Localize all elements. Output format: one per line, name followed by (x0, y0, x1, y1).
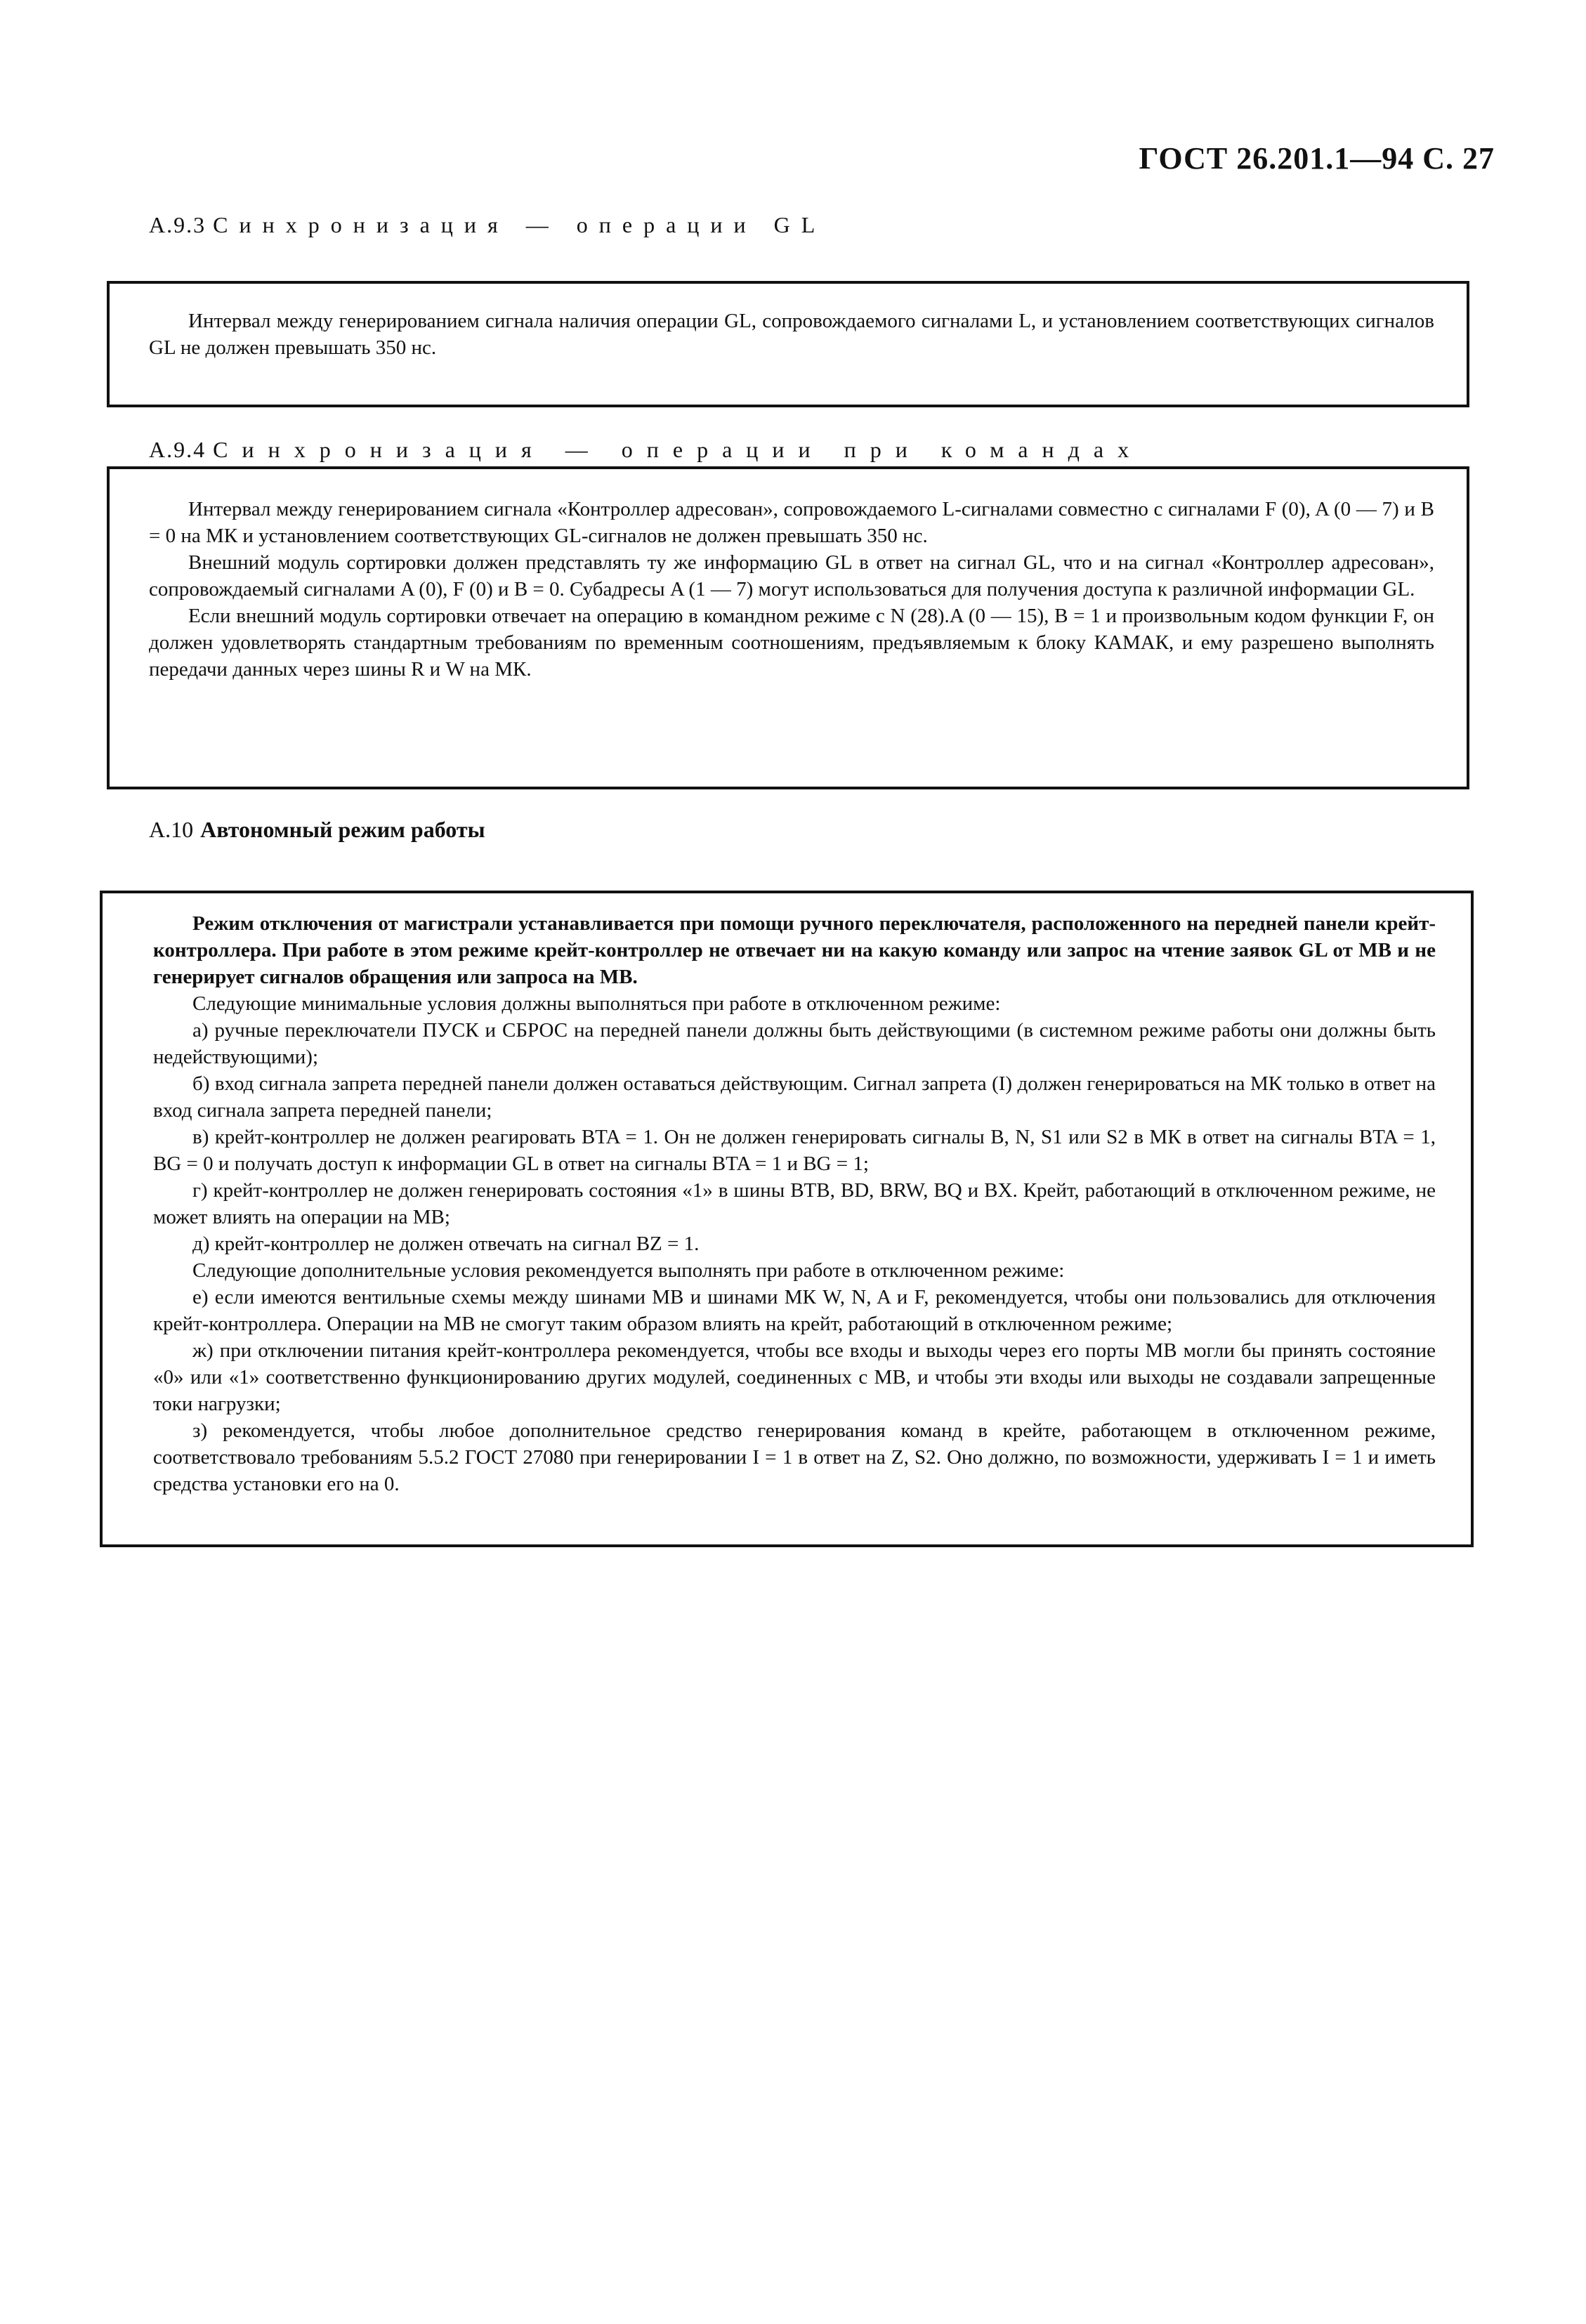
page-header: ГОСТ 26.201.1—94 С. 27 (1139, 141, 1495, 176)
box-paragraph: в) крейт-контроллер не должен реагировать BTA = 1. Он не должен генерировать сигналы B, N, S1 или S2 в МК в ответ на сигналы BTA = 1, BG = 0 и получать доступ к информации GL в ответ на сигналы BTA = 1 и BG = 1; (153, 1126, 1436, 1175)
box-paragraph: Следующие минимальные условия должны выполняться при работе в отключенном режиме: (192, 992, 1001, 1015)
section-heading-a93 (149, 212, 826, 238)
box-paragraph: а) ручные переключатели ПУСК и СБРОС на передней панели должны быть действующими (в системном режиме работы они должны быть недействующими); (153, 1019, 1436, 1068)
box-paragraph: г) крейт-контроллер не должен генерировать состояния «1» в шины BTB, BD, BRW, BQ и BX. Крейт, работающий в отключенном режиме, не может влиять на операции на МВ; (153, 1179, 1436, 1228)
box-paragraph: ж) при отключении питания крейт-контроллера рекомендуется, чтобы все входы и выходы через его порты МВ могли бы принять состояние «0» или «1» соответственно функционированию других модулей, соединенных с МВ, и чтобы эти входы или выходы не создавали запрещенные токи нагрузки; (153, 1339, 1436, 1415)
box-paragraph: Внешний модуль сортировки должен представлять ту же информацию GL в ответ на сигнал GL, что и на сигнал «Контроллер адресован», сопровождаемый сигналами A (0), F (0) и B = 0. Субадресы A (1 — 7) могут использоваться для получения доступа к различной информации GL. (149, 551, 1434, 600)
box-paragraph: з) рекомендуется, чтобы любое дополнительное средство генерирования команд в крейте, работающем в отключенном режиме, соответствовало требованиям 5.5.2 ГОСТ 27080 при генерировании I = 1 в ответ на Z, S2. Оно должно, по возможности, удерживать I = 1 и иметь средства установки его на 0. (153, 1419, 1436, 1495)
box-paragraph: д) крейт-контроллер не должен отвечать на сигнал BZ = 1. (192, 1233, 700, 1255)
box-paragraph: Следующие дополнительные условия рекомендуется выполнять при работе в отключенном режиме: (192, 1259, 1065, 1282)
box-paragraph: Интервал между генерированием сигнала наличия операции GL, сопровождаемого сигналами L, и установлением соответствующих сигналов GL не должен превышать 350 нс. (149, 310, 1434, 359)
section-title: Автономный режим работы (200, 817, 485, 842)
box-paragraph: Режим отключения от магистрали устанавливается при помощи ручного переключателя, расположенного на передней панели крейт-контроллера. При работе в этом режиме крейт-контроллер не отвечает ни на какую команду или запрос на чтение заявок GL от МВ и не генерирует сигналов обращения или запроса на МВ. (153, 912, 1436, 988)
requirement-box-a93 (107, 281, 1469, 407)
section-title: Синхронизация — операции при командах (213, 437, 1143, 462)
section-title: Синхронизация — операции GL (213, 212, 827, 237)
box-paragraph: е) если имеются вентильные схемы между шинами МВ и шинами МК W, N, A и F, рекомендуется, чтобы они пользовались для отключения крейт-контроллера. Операции на МВ не смогут таким образом влиять на крейт, работающий в отключенном режиме; (153, 1286, 1436, 1335)
section-number: А.9.3 (149, 212, 207, 237)
box-paragraph: Интервал между генерированием сигнала «Контроллер адресован», сопровождаемого L-сигналами совместно с сигналами F (0), A (0 — 7) и B = 0 на МК и установлением соответствующих GL-сигналов не должен превышать 350 нс. (149, 498, 1434, 547)
requirement-box-a10 (100, 891, 1474, 1547)
section-heading-a94 (149, 437, 1143, 463)
requirement-box-a94 (107, 466, 1469, 789)
section-number: А.10 (149, 817, 194, 842)
box-paragraph: б) вход сигнала запрета передней панели должен оставаться действующим. Сигнал запрета (I) должен генерироваться на МК только в ответ на вход сигнала запрета передней панели; (153, 1072, 1436, 1122)
box-paragraph: Если внешний модуль сортировки отвечает на операцию в командном режиме с N (28).A (0 — 15), B = 1 и произвольным кодом функции F, он должен удовлетворять стандартным требованиям по временным соотношениям, предъявляемым к блоку КАМАК, и ему разрешено выполнять передачи данных через шины R и W на МК. (149, 605, 1434, 681)
section-heading-a10 (149, 817, 485, 843)
section-number: А.9.4 (149, 437, 207, 462)
